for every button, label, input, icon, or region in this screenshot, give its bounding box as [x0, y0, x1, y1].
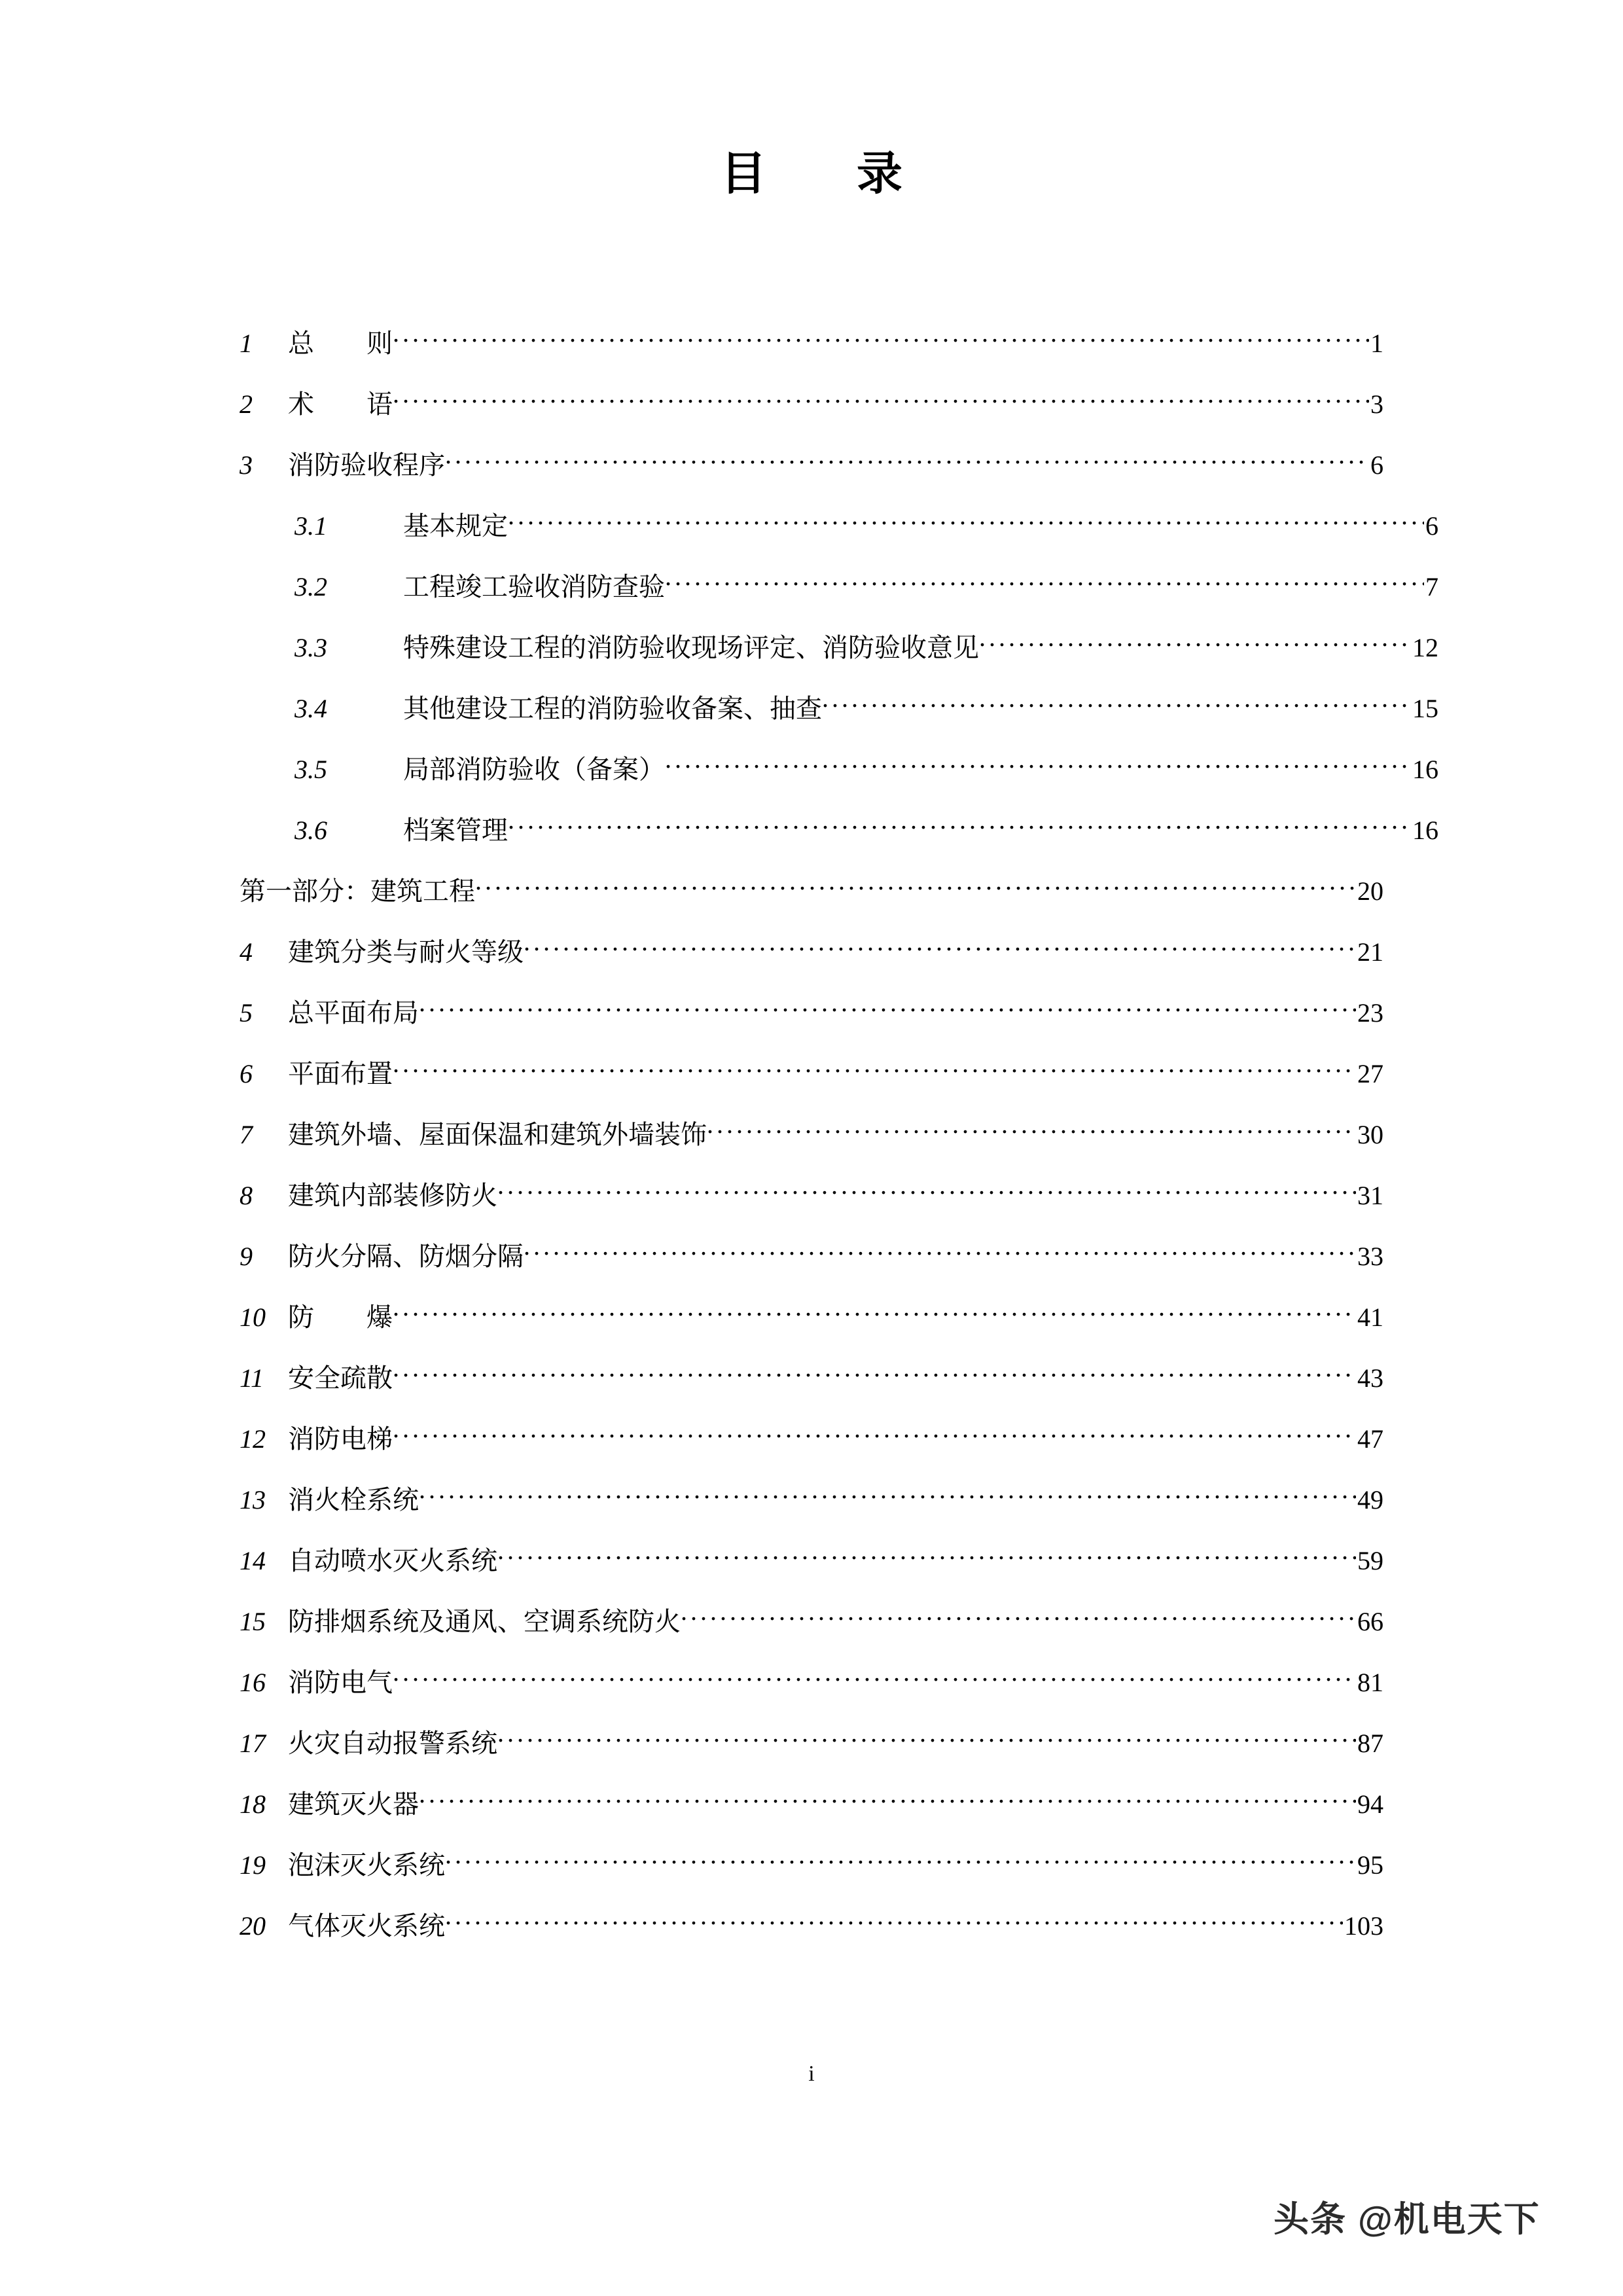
toc-leader-dots	[508, 813, 1411, 839]
toc-entry[interactable]	[240, 1909, 1383, 1969]
toc-entry[interactable]	[240, 1848, 1383, 1909]
toc-entry-number: 3.4	[294, 694, 327, 723]
toc-entry[interactable]	[240, 509, 1438, 569]
table-of-contents	[240, 326, 1438, 1969]
toc-entry-number: 1	[240, 329, 253, 358]
page-title: 目 录	[721, 149, 925, 200]
toc-entry-page-number: 1	[1370, 329, 1383, 358]
toc-entry[interactable]	[240, 448, 1383, 509]
toc-entry-label: 局部消防验收（备案）	[403, 755, 665, 784]
toc-entry[interactable]	[240, 813, 1438, 874]
toc-leader-dots	[393, 1361, 1356, 1387]
toc-entry[interactable]	[240, 387, 1383, 448]
toc-leader-dots	[508, 509, 1424, 535]
toc-entry-label: 术 语	[288, 390, 393, 419]
toc-leader-dots	[497, 1726, 1356, 1752]
toc-entry-page-number: 94	[1357, 1789, 1383, 1819]
toc-entry[interactable]	[240, 874, 1383, 935]
toc-entry-page-number: 23	[1357, 998, 1383, 1028]
toc-leader-dots	[979, 630, 1411, 656]
toc-entry-page-number: 59	[1357, 1546, 1383, 1575]
toc-entry[interactable]	[240, 1361, 1383, 1422]
toc-entry-label: 第一部分：建筑工程	[240, 877, 475, 906]
toc-entry-number: 17	[240, 1729, 266, 1758]
toc-entry-number: 3.5	[294, 755, 327, 784]
toc-entry-page-number: 27	[1357, 1059, 1383, 1088]
toc-entry-label: 防火分隔、防烟分隔	[288, 1242, 524, 1271]
toc-entry-label: 气体灭火系统	[288, 1912, 445, 1941]
toc-entry-label: 防 爆	[288, 1303, 393, 1332]
toc-entry-label: 泡沫灭火系统	[288, 1851, 445, 1880]
toc-entry-number: 3.3	[294, 633, 327, 662]
toc-entry-page-number: 6	[1370, 450, 1383, 480]
toc-entry-page-number: 20	[1357, 876, 1383, 906]
toc-entry-number: 16	[240, 1668, 266, 1697]
toc-entry-label: 平面布置	[288, 1060, 393, 1088]
toc-entry-number: 13	[240, 1485, 266, 1515]
toc-entry-label: 消防电梯	[288, 1425, 393, 1454]
toc-entry-label: 自动喷水灭火系统	[288, 1547, 497, 1575]
toc-entry-label: 安全疏散	[288, 1364, 393, 1393]
toc-entry-page-number: 95	[1357, 1850, 1383, 1880]
toc-entry-page-number: 81	[1357, 1668, 1383, 1697]
toc-entry-page-number: 16	[1412, 816, 1438, 845]
toc-entry[interactable]	[240, 1117, 1383, 1178]
toc-entry[interactable]	[240, 1422, 1383, 1482]
toc-entry-page-number: 15	[1412, 694, 1438, 723]
toc-entry-number: 6	[240, 1059, 253, 1088]
toc-leader-dots	[665, 569, 1424, 596]
toc-entry-page-number: 16	[1412, 755, 1438, 784]
toc-entry[interactable]	[240, 996, 1383, 1056]
toc-entry-page-number: 47	[1357, 1424, 1383, 1454]
toc-entry-page-number: 12	[1412, 633, 1438, 662]
toc-entry[interactable]	[240, 1482, 1383, 1543]
toc-entry-label: 工程竣工验收消防查验	[403, 573, 665, 601]
toc-entry-number: 11	[240, 1363, 264, 1393]
toc-entry-number: 3.2	[294, 572, 327, 601]
toc-entry-page-number: 87	[1357, 1729, 1383, 1758]
toc-entry-label: 防排烟系统及通风、空调系统防火	[288, 1607, 681, 1636]
toc-entry-number: 18	[240, 1789, 266, 1819]
toc-entry[interactable]	[240, 691, 1438, 752]
toc-entry[interactable]	[240, 1178, 1383, 1239]
toc-leader-dots	[497, 1178, 1356, 1204]
toc-entry-label: 其他建设工程的消防验收备案、抽查	[403, 694, 822, 723]
toc-entry-page-number: 21	[1357, 937, 1383, 967]
toc-entry-label: 火灾自动报警系统	[288, 1729, 497, 1758]
toc-entry[interactable]	[240, 1665, 1383, 1726]
toc-entry-page-number: 30	[1357, 1120, 1383, 1149]
watermark: 头条 @机电天下	[1274, 2200, 1541, 2239]
toc-entry-label: 总平面布局	[288, 999, 419, 1028]
toc-entry-number: 14	[240, 1546, 266, 1575]
toc-entry-label: 建筑分类与耐火等级	[288, 938, 524, 967]
toc-leader-dots	[419, 1482, 1356, 1509]
footer-page-number: i	[808, 2062, 815, 2086]
toc-entry-number: 10	[240, 1302, 266, 1332]
toc-leader-dots	[393, 1056, 1356, 1083]
toc-leader-dots	[393, 1665, 1356, 1691]
toc-entry-number: 15	[240, 1607, 266, 1636]
toc-entry-number: 20	[240, 1911, 266, 1941]
toc-entry-page-number: 43	[1357, 1363, 1383, 1393]
toc-entry-number: 3	[240, 450, 253, 480]
toc-entry-number: 19	[240, 1850, 266, 1880]
toc-leader-dots	[393, 387, 1369, 413]
toc-entry[interactable]	[240, 326, 1383, 387]
toc-entry-label: 消火栓系统	[288, 1486, 419, 1515]
toc-entry-label: 消防电气	[288, 1668, 393, 1697]
toc-entry-page-number: 3	[1370, 389, 1383, 419]
toc-entry-page-number: 66	[1357, 1607, 1383, 1636]
toc-entry-number: 9	[240, 1242, 253, 1271]
toc-leader-dots	[393, 1300, 1356, 1326]
toc-entry-number: 12	[240, 1424, 266, 1454]
toc-entry-number: 5	[240, 998, 253, 1028]
toc-entry-label: 档案管理	[403, 816, 508, 845]
toc-leader-dots	[524, 935, 1356, 961]
toc-entry[interactable]	[240, 935, 1383, 996]
toc-entry-number: 3.1	[294, 511, 327, 541]
toc-entry-number: 8	[240, 1181, 253, 1210]
toc-entry[interactable]	[240, 1604, 1383, 1665]
toc-leader-dots	[445, 448, 1369, 474]
toc-leader-dots	[445, 1909, 1343, 1935]
toc-entry-label: 特殊建设工程的消防验收现场评定、消防验收意见	[403, 634, 979, 662]
toc-leader-dots	[707, 1117, 1356, 1143]
toc-entry-label: 建筑外墙、屋面保温和建筑外墙装饰	[288, 1121, 707, 1149]
toc-entry-page-number: 41	[1357, 1302, 1383, 1332]
toc-entry-label: 建筑内部装修防火	[288, 1181, 497, 1210]
toc-entry-page-number: 31	[1357, 1181, 1383, 1210]
toc-entry-page-number: 49	[1357, 1485, 1383, 1515]
toc-leader-dots	[419, 996, 1356, 1022]
toc-leader-dots	[681, 1604, 1356, 1630]
toc-entry-page-number: 7	[1425, 572, 1438, 601]
toc-leader-dots	[393, 326, 1369, 352]
toc-leader-dots	[475, 874, 1356, 900]
toc-entry[interactable]	[240, 1300, 1383, 1361]
toc-leader-dots	[497, 1543, 1356, 1570]
toc-entry-label: 消防验收程序	[288, 451, 445, 480]
toc-entry-page-number: 6	[1425, 511, 1438, 541]
toc-entry[interactable]	[240, 630, 1438, 691]
toc-leader-dots	[445, 1848, 1356, 1874]
toc-entry[interactable]	[240, 1056, 1383, 1117]
toc-entry-label: 建筑灭火器	[288, 1790, 419, 1819]
toc-leader-dots	[393, 1422, 1356, 1448]
toc-leader-dots	[665, 752, 1411, 778]
toc-entry-label: 基本规定	[403, 512, 508, 541]
toc-entry[interactable]	[240, 1787, 1383, 1848]
toc-entry-number: 2	[240, 389, 253, 419]
toc-leader-dots	[524, 1239, 1356, 1265]
toc-entry-label: 总 则	[288, 329, 393, 358]
toc-leader-dots	[822, 691, 1411, 717]
toc-entry[interactable]	[240, 752, 1438, 813]
toc-entry-number: 3.6	[294, 816, 327, 845]
toc-entry-number: 4	[240, 937, 253, 967]
toc-entry[interactable]	[240, 1543, 1383, 1604]
toc-leader-dots	[419, 1787, 1356, 1813]
toc-entry[interactable]	[240, 569, 1438, 630]
toc-entry-page-number: 103	[1344, 1911, 1383, 1941]
toc-entry-page-number: 33	[1357, 1242, 1383, 1271]
toc-entry-number: 7	[240, 1120, 253, 1149]
toc-entry[interactable]	[240, 1239, 1383, 1300]
toc-entry[interactable]	[240, 1726, 1383, 1787]
